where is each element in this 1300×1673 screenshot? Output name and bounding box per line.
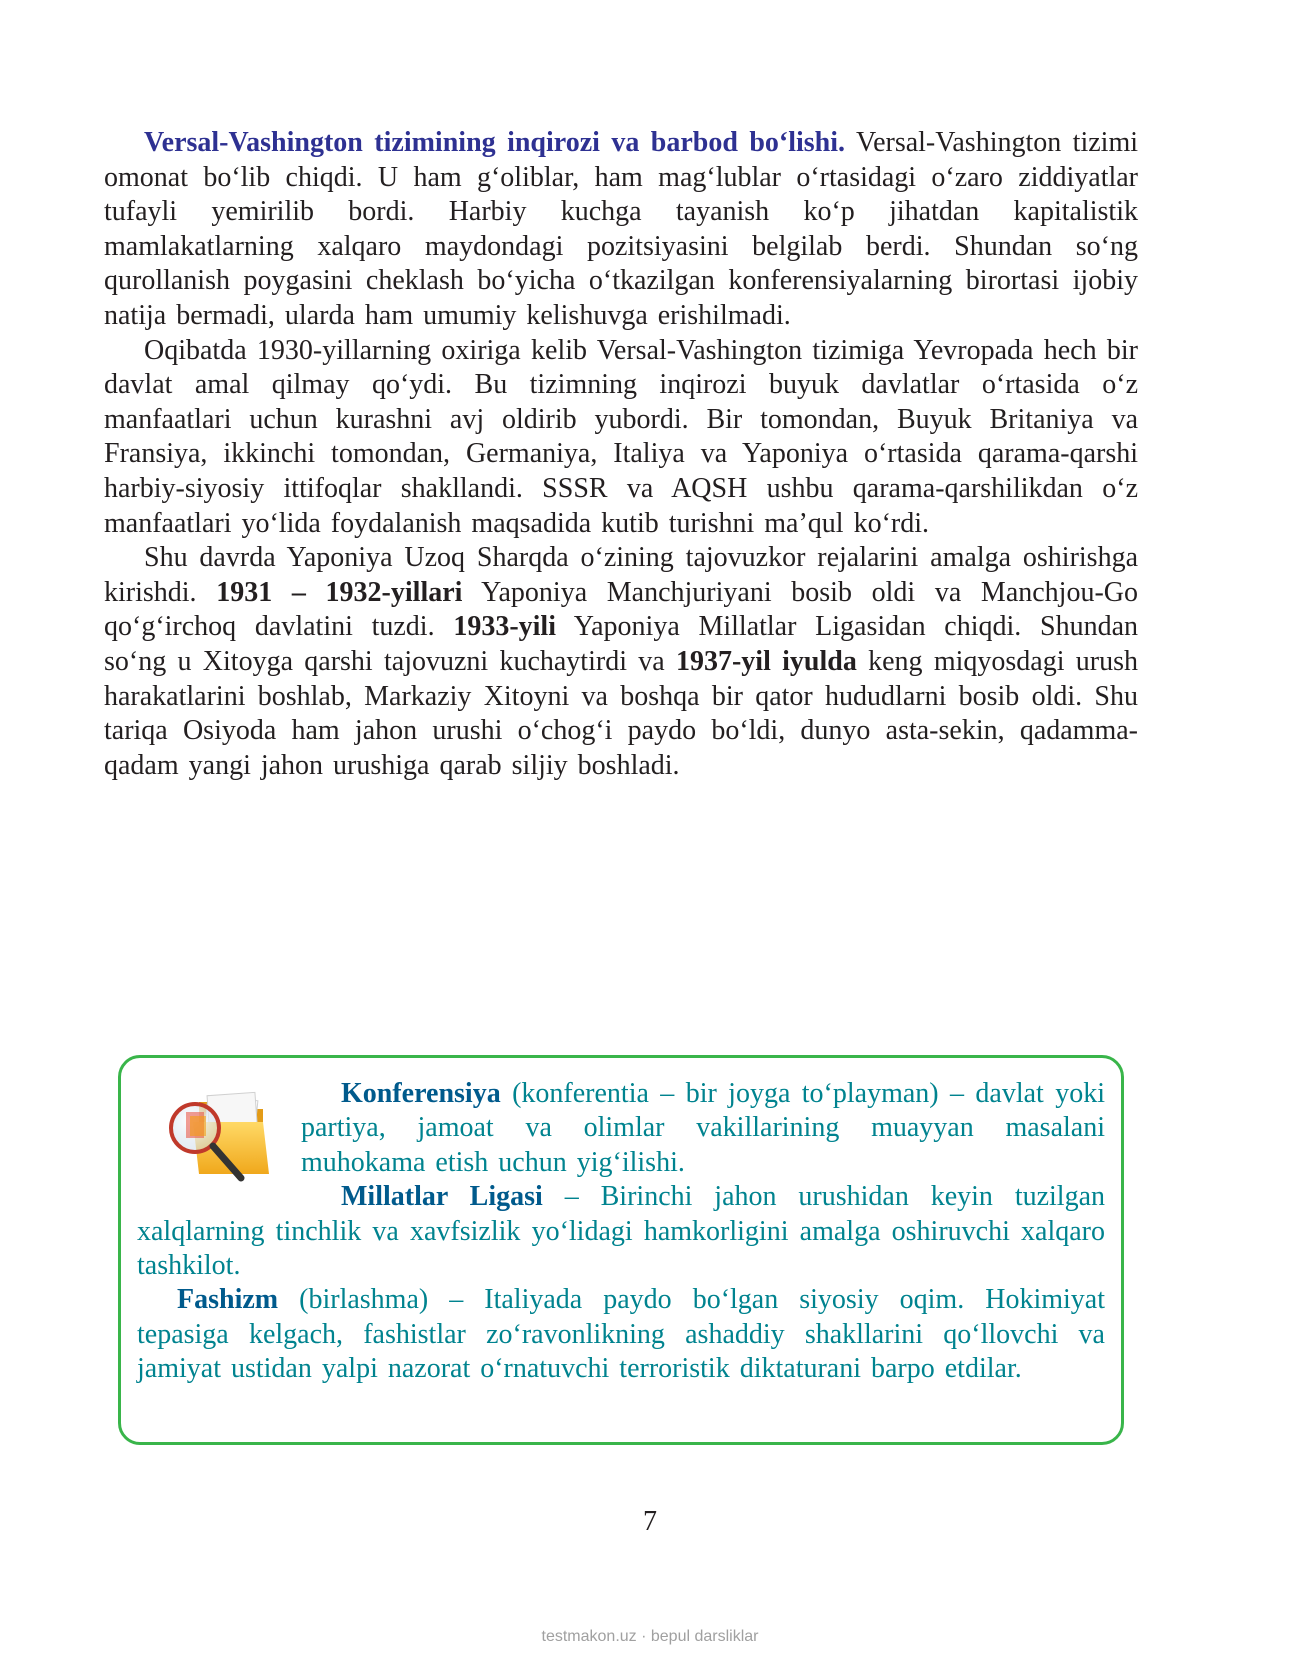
glossary-term: Millatlar Ligasi: [341, 1181, 543, 1213]
section-heading: Versal-Vashington tizimining inqirozi va barbod bo‘lishi.: [144, 127, 846, 158]
p3-text-d: Yaponiya Millatlar Ligasidan chiqdi. Shundan so‘ng u Xitoyga qarshi tajovuzni kuchaytirdi va: [104, 611, 1139, 677]
glossary-term: Konferensiya: [341, 1078, 501, 1109]
date-bold-3: 1937-yil iyulda: [675, 645, 857, 677]
glossary-definition: (konferentia – bir joyga to‘playman) – davlat yoki partiya, jamoat va olimlar vakillarining muayyan masalani muhokama etish uchun yig‘ilishi.: [301, 1078, 1105, 1178]
glossary-definition: – Birinchi jahon urushidan keyin tuzilgan xalqlarning tinchlik va xavfsizlik yo‘lidagi hamkorligini amalga oshiruvchi xalqaro tashkilot.: [137, 1181, 1106, 1282]
p3-text-e: keng miqyosdagi urush harakatlarini boshlab, Markaziy Xitoyni va boshqa bir qator hududlarni bosib oldi. Shu tariqa Osiyoda ham jahon urushi o‘chog‘i paydo bo‘ldi, dunyo asta-sekin, qadamma-qadam yangi jahon urushiga qarab siljiy boshladi.: [104, 645, 1138, 781]
glossary-box: [118, 1055, 1124, 1445]
glossary-definition: (birlashma) – Italiyada paydo bo‘lgan siyosiy oqim. Hokimiyat tepasiga kelgach, fashistlar zo‘ravonlikning ashaddiy shakllarini qo‘llovchi va jamiyat ustidan yalpi nazorat o‘rnatuvchi terroristik diktaturani barpo etdilar.: [137, 1284, 1105, 1385]
paragraph-1-text: Versal-Vashington tizimi omonat bo‘lib chiqdi. U ham g‘oliblar, ham mag‘lublar o‘rtasidagi o‘zaro ziddiyatlar tufayli yemirilib bordi. Harbiy kuchga tayanish ko‘p jihatdan kapitalistik mamlakatlarning xalqaro maydondagi pozitsiyasini belgilab berdi. Shundan so‘ng qurollanish poygasini cheklash bo‘yicha o‘tkazilgan konferensiyalarning birortasi ijobiy natija bermadi, ularda ham umumiy kelishuvga erishilmadi.: [104, 127, 1139, 331]
paragraph-1: [104, 126, 1138, 334]
date-bold-2: 1933-yili: [453, 611, 556, 643]
glossary-item-conference: [301, 1077, 1105, 1180]
paragraph-3: [104, 541, 1138, 783]
page-number: 7: [643, 1506, 657, 1537]
article-body: [104, 126, 1138, 783]
footer-watermark: testmakon.uz · bepul darsliklar: [541, 1628, 759, 1645]
date-bold-1: 1931 – 1932-yillari: [216, 576, 463, 608]
glossary-term: Fashizm: [177, 1284, 279, 1316]
p3-text-a: Shu davrda Yaponiya Uzoq Sharqda o‘zining tajovuzkor rejalarini amalga oshirishga kirishdi.: [104, 542, 1138, 608]
p3-text-c: Yaponiya Manchjuriyani bosib oldi va Manchjou-Go qo‘g‘irchoq davlatini tuzdi.: [104, 576, 1139, 643]
glossary-item-league: [137, 1180, 1105, 1283]
paragraph-2: Oqibatda 1930-yillarning oxiriga kelib Versal-Vashington tizimiga Yevropada hech bir davlat amal qilmay qo‘ydi. Bu tizimning inqirozi buyuk davlatlar o‘rtasida o‘z manfaatlari uchun kurashni avj oldirib yubordi. Bir tomondan, Buyuk Britaniya va Fransiya, ikkinchi tomondan, Germaniya, Italiya va Yaponiya o‘rtasida qarama-qarshi harbiy-siyosiy ittifoqlar shakllandi. SSSR va AQSH ushbu qarama-qarshilikdan o‘z manfaatlari yo‘lida foydalanish maqsadida kutib turishni ma’qul ko‘rdi.: [104, 334, 1138, 539]
glossary-text: [137, 1077, 1105, 1387]
glossary-item-fascism: [137, 1283, 1105, 1386]
